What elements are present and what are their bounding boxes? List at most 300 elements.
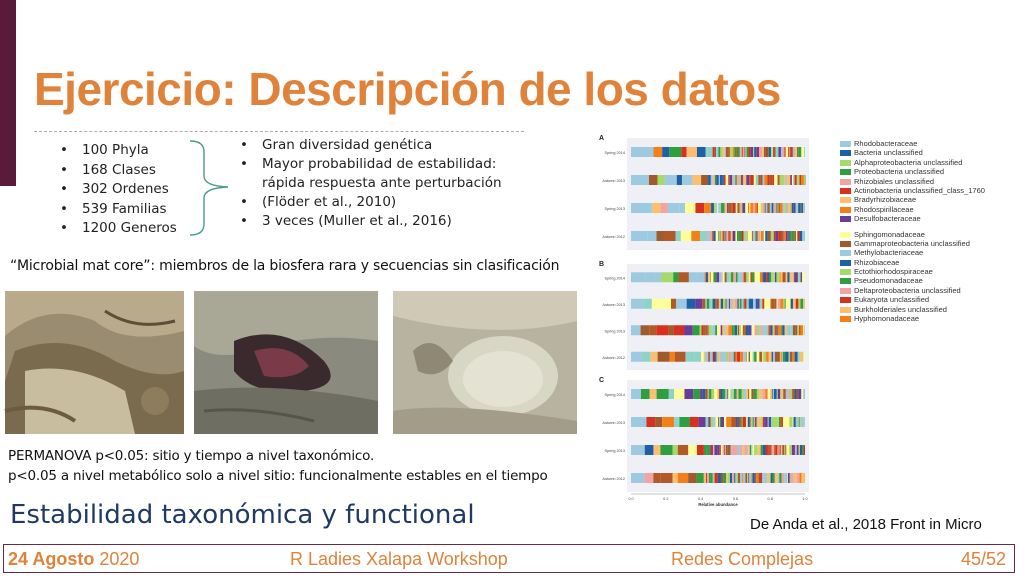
abundance-bar-segment xyxy=(751,231,752,241)
abundance-bar-segment xyxy=(735,175,736,185)
abundance-bar-segment xyxy=(788,389,790,399)
abundance-bar-segment xyxy=(737,473,738,483)
abundance-bar-segment xyxy=(779,417,780,427)
legend-entry xyxy=(840,195,985,204)
abundance-bar-segment xyxy=(775,147,778,157)
abundance-bar-segment xyxy=(774,175,777,185)
abundance-bar-segment xyxy=(775,352,777,362)
abundance-bar-segment xyxy=(723,147,725,157)
abundance-bar-segment xyxy=(669,147,681,157)
list-item: • (Flöder et al., 2010) xyxy=(236,193,502,212)
microbial-mat-core-text: “Microbial mat core”: miembros de la biosfera rara y secuencias sin clasificación xyxy=(10,258,560,274)
abundance-bar-segment xyxy=(775,231,778,241)
abundance-bar-segment xyxy=(750,352,753,362)
abundance-bar-segment xyxy=(756,473,759,483)
abundance-bar-segment xyxy=(704,445,706,455)
abundance-bar-segment xyxy=(716,299,719,309)
abundance-bar-segment xyxy=(724,445,725,455)
legend-label: Proteobacteria unclassified xyxy=(854,167,945,177)
abundance-bar-segment xyxy=(631,175,649,185)
abundance-bar-segment xyxy=(754,147,756,157)
abundance-bar-segment xyxy=(752,325,754,335)
abundance-bar-segment xyxy=(774,272,775,282)
abundance-bar-segment xyxy=(650,389,657,399)
abundance-bar-segment xyxy=(731,417,733,427)
abundance-bar-segment xyxy=(631,352,642,362)
abundance-bar-segment xyxy=(735,147,737,157)
abundance-bar-segment xyxy=(739,175,741,185)
abundance-bar-segment xyxy=(766,445,768,455)
abundance-bar-segment xyxy=(662,417,674,427)
abundance-bar-segment xyxy=(800,445,802,455)
abundance-bar-segment xyxy=(772,299,774,309)
abundance-bar-segment xyxy=(764,473,767,483)
abundance-bar-segment xyxy=(708,389,709,399)
abundance-bar-segment xyxy=(721,352,723,362)
abundance-bar-segment xyxy=(695,299,702,309)
legend-swatch xyxy=(840,307,851,313)
footer-page-number: 45/52 xyxy=(961,549,1007,569)
abundance-bar-segment xyxy=(777,299,778,309)
abundance-bar-segment xyxy=(641,389,650,399)
abundance-bar-segment xyxy=(790,272,793,282)
abundance-bar-segment xyxy=(726,352,728,362)
section-subtitle: Estabilidad taxonómica y functional xyxy=(10,500,475,530)
abundance-bar-segment xyxy=(733,147,735,157)
abundance-bar-segment xyxy=(718,417,719,427)
abundance-bar-segment xyxy=(713,272,716,282)
abundance-bar-segment xyxy=(721,231,723,241)
abundance-bar-segment xyxy=(792,389,794,399)
abundance-bar-segment xyxy=(788,352,789,362)
brace-arrow-icon xyxy=(188,138,232,238)
abundance-bar-segment xyxy=(674,417,679,427)
abundance-bar-segment xyxy=(757,352,760,362)
abundance-bar-segment xyxy=(778,231,781,241)
abundance-bar-segment xyxy=(761,445,763,455)
abundance-bar-segment xyxy=(711,445,713,455)
abundance-bar-segment xyxy=(771,231,774,241)
stats-line: PERMANOVA p<0.05: sitio y tiempo a nivel taxonómico. xyxy=(8,448,375,464)
abundance-bar-segment xyxy=(690,417,699,427)
abundance-bar-segment xyxy=(743,417,746,427)
abundance-bar-segment xyxy=(721,445,723,455)
abundance-bar-segment xyxy=(731,445,734,455)
abundance-bar-segment xyxy=(795,352,798,362)
abundance-bar-segment xyxy=(760,299,762,309)
abundance-bar-segment xyxy=(761,417,763,427)
abundance-bar-segment xyxy=(735,299,738,309)
abundance-bar-segment xyxy=(750,299,753,309)
abundance-bar-segment xyxy=(796,325,798,335)
abundance-bar-segment xyxy=(714,389,717,399)
abundance-bar-segment xyxy=(737,147,738,157)
abundance-bar-segment xyxy=(752,231,753,241)
abundance-bar-segment xyxy=(775,325,777,335)
abundance-bar-segment xyxy=(733,325,735,335)
abundance-bar-segment xyxy=(800,231,803,241)
abundance-bar-segment xyxy=(721,299,723,309)
abundance-bar-segment xyxy=(737,175,739,185)
abundance-bar-segment xyxy=(723,231,725,241)
row-label: Autumn 2013 xyxy=(602,179,625,183)
abundance-bar-segment xyxy=(737,231,739,241)
abundance-bar-segment xyxy=(747,147,749,157)
abundance-bar-segment xyxy=(763,352,766,362)
abundance-bar-segment xyxy=(781,325,782,335)
abundance-bar-segment xyxy=(765,325,768,335)
panel-label: A xyxy=(599,135,605,142)
abundance-bar-segment xyxy=(800,417,801,427)
abundance-bar-segment xyxy=(706,417,709,427)
abundance-bar-segment xyxy=(754,445,756,455)
abundance-bar-segment xyxy=(731,299,733,309)
abundance-bar-segment xyxy=(780,445,781,455)
abundance-bar-segment xyxy=(738,325,739,335)
abundance-bar-segment xyxy=(776,203,777,213)
abundance-bar-segment xyxy=(734,417,736,427)
abundance-bar-segment xyxy=(712,299,713,309)
abundance-bar-segment xyxy=(782,272,783,282)
abundance-bar-segment xyxy=(631,325,641,335)
abundance-bar-segment xyxy=(764,175,767,185)
abundance-bar-segment xyxy=(739,325,741,335)
abundance-bar-segment xyxy=(746,299,748,309)
abundance-bar-segment xyxy=(739,299,740,309)
abundance-bar-segment xyxy=(713,352,716,362)
abundance-bar-segment xyxy=(641,325,650,335)
abundance-bar-segment xyxy=(788,147,789,157)
abundance-bar-segment xyxy=(727,231,728,241)
abundance-bar-segment xyxy=(715,147,716,157)
abundance-bar-segment xyxy=(653,473,660,483)
abundance-bar-segment xyxy=(726,325,729,335)
abundance-bar-segment xyxy=(707,231,708,241)
abundance-bar-segment xyxy=(800,203,801,213)
abundance-bar-segment xyxy=(778,203,780,213)
abundance-bar-segment xyxy=(737,417,738,427)
abundance-bar-segment xyxy=(780,272,781,282)
abundance-bar-segment xyxy=(711,417,714,427)
abundance-bar-segment xyxy=(631,299,643,309)
abundance-bar-segment xyxy=(787,231,788,241)
abundance-bar-segment xyxy=(793,231,795,241)
abundance-bar-segment xyxy=(757,147,759,157)
abundance-bar-segment xyxy=(786,417,789,427)
abundance-bar-segment xyxy=(786,231,788,241)
abundance-bar-segment xyxy=(781,231,783,241)
abundance-bar-segment xyxy=(770,272,772,282)
abundance-bar-segment xyxy=(794,417,796,427)
abundance-bar-segment xyxy=(778,325,781,335)
abundance-bar-segment xyxy=(798,389,801,399)
abundance-bar-segment xyxy=(795,175,797,185)
abundance-bar-segment xyxy=(758,203,761,213)
abundance-bar-segment xyxy=(713,445,714,455)
abundance-bar-segment xyxy=(719,417,720,427)
abundance-bar-segment xyxy=(790,389,792,399)
abundance-bar-segment xyxy=(673,445,678,455)
abundance-bar-segment xyxy=(773,352,775,362)
x-tick-label: 1.0 xyxy=(802,497,808,501)
abundance-bar-segment xyxy=(722,325,724,335)
abundance-bar-segment xyxy=(801,203,803,213)
abundance-bar-segment xyxy=(761,299,762,309)
abundance-bar-segment xyxy=(726,147,729,157)
abundance-bar-segment xyxy=(715,325,717,335)
abundance-bar-segment xyxy=(767,203,770,213)
abundance-bar-segment xyxy=(702,299,705,309)
footer-year: 2020 xyxy=(94,549,140,569)
abundance-bar-segment xyxy=(771,473,773,483)
abundance-bar-segment xyxy=(803,389,805,399)
abundance-bar-segment xyxy=(732,175,733,185)
abundance-bar-segment xyxy=(744,175,746,185)
abundance-bar-segment xyxy=(668,203,680,213)
abundance-bar-segment xyxy=(780,175,782,185)
abundance-bar-segment xyxy=(790,352,791,362)
abundance-bar-segment xyxy=(755,325,758,335)
abundance-bar-segment xyxy=(789,445,792,455)
abundance-bar-segment xyxy=(660,445,672,455)
abundance-bar-segment xyxy=(786,272,788,282)
abundance-bar-segment xyxy=(754,175,756,185)
abundance-bar-segment xyxy=(725,147,726,157)
abundance-bar-segment xyxy=(723,473,726,483)
legend-swatch xyxy=(840,288,851,294)
abundance-bar-segment xyxy=(803,231,805,241)
footer-event: R Ladies Xalapa Workshop xyxy=(290,549,508,569)
abundance-bar-segment xyxy=(754,417,755,427)
abundance-bar-segment xyxy=(675,352,685,362)
abundance-bar-segment xyxy=(782,389,783,399)
abundance-bar-segment xyxy=(741,203,742,213)
abundance-bar-segment xyxy=(780,389,782,399)
abundance-bar-segment xyxy=(693,389,700,399)
abundance-bar-segment xyxy=(657,231,664,241)
abundance-bar-segment xyxy=(710,352,712,362)
abundance-bar-segment xyxy=(758,175,760,185)
panel-label: C xyxy=(599,377,605,384)
abundance-bar-segment xyxy=(761,203,763,213)
abundance-bar-segment xyxy=(720,325,721,335)
abundance-bar-segment xyxy=(742,445,744,455)
abundance-bar-segment xyxy=(763,203,765,213)
legend-swatch xyxy=(840,297,851,303)
abundance-bar-segment xyxy=(717,203,718,213)
abundance-bar-segment xyxy=(746,272,749,282)
abundance-bar-segment xyxy=(730,272,731,282)
abundance-bar-segment xyxy=(783,352,786,362)
abundance-bar-segment xyxy=(672,473,677,483)
abundance-bar-segment xyxy=(708,231,710,241)
abundance-bar-segment xyxy=(712,352,713,362)
abundance-bar-segment xyxy=(792,147,793,157)
abundance-bar-segment xyxy=(738,147,740,157)
abundance-bar-segment xyxy=(764,147,766,157)
abundance-bar-segment xyxy=(751,445,752,455)
abundance-bar-segment xyxy=(728,352,731,362)
abundance-bar-segment xyxy=(799,417,800,427)
abundance-bar-segment xyxy=(715,175,716,185)
legend-entry xyxy=(840,295,985,304)
abundance-bar-segment xyxy=(736,203,737,213)
abundance-bar-segment xyxy=(679,417,689,427)
abundance-bar-segment xyxy=(779,272,780,282)
abundance-bar-segment xyxy=(718,203,721,213)
legend-entry xyxy=(840,305,985,314)
abundance-bar-segment xyxy=(778,147,781,157)
abundance-bar-segment xyxy=(755,417,757,427)
abundance-bar-segment xyxy=(804,473,805,483)
abundance-bar-segment xyxy=(768,389,770,399)
abundance-bar-segment xyxy=(705,325,707,335)
abundance-bar-segment xyxy=(785,325,787,335)
abundance-bar-segment xyxy=(780,417,783,427)
abundance-bar-segment xyxy=(749,325,751,335)
row-label: Autumn 2013 xyxy=(602,302,625,307)
abundance-bar-segment xyxy=(794,272,795,282)
abundance-bar-segment xyxy=(781,299,784,309)
row-label: Spring 2014 xyxy=(604,276,625,281)
abundance-bar-segment xyxy=(653,147,662,157)
abundance-bar-segment xyxy=(705,299,706,309)
taxa-count-list xyxy=(56,141,177,239)
x-tick-label: 0.4 xyxy=(697,497,704,501)
abundance-bar-segment xyxy=(733,389,734,399)
abundance-bar-segment xyxy=(712,231,713,241)
abundance-bar-segment xyxy=(739,272,742,282)
row-label: Autumn 2013 xyxy=(602,421,625,425)
abundance-bar-segment xyxy=(756,147,757,157)
abundance-bar-segment xyxy=(707,299,710,309)
abundance-bar-segment xyxy=(801,473,804,483)
abundance-bar-segment xyxy=(717,325,720,335)
abundance-bar-segment xyxy=(760,175,762,185)
legend-label: Gammaproteobacteria unclassified xyxy=(854,238,970,248)
abundance-bar-segment xyxy=(726,299,727,309)
abundance-bar-segment xyxy=(652,203,661,213)
abundance-bar-segment xyxy=(796,203,797,213)
abundance-bar-segment xyxy=(759,325,760,335)
abundance-bar-segment xyxy=(726,175,728,185)
abundance-bar-segment xyxy=(721,203,723,213)
abundance-bar-segment xyxy=(735,231,737,241)
abundance-bar-segment xyxy=(773,147,776,157)
abundance-bar-segment xyxy=(745,473,747,483)
abundance-bar-segment xyxy=(769,445,772,455)
legend-entry xyxy=(840,248,985,257)
abundance-bar-segment xyxy=(742,417,743,427)
abundance-bar-segment xyxy=(793,325,796,335)
abundance-bar-segment xyxy=(757,445,758,455)
abundance-bar-segment xyxy=(777,175,778,185)
abundance-bar-segment xyxy=(750,417,751,427)
citation: De Anda et al., 2018 Front in Micro xyxy=(750,516,982,533)
abundance-bar-segment xyxy=(778,299,780,309)
abundance-bar-segment xyxy=(773,325,775,335)
abundance-bar-segment xyxy=(763,175,765,185)
abundance-bar-segment xyxy=(793,417,794,427)
abundance-bar-segment xyxy=(749,203,750,213)
list-item-continuation: rápida respuesta ante perturbación xyxy=(262,175,502,191)
abundance-bar-segment xyxy=(783,231,784,241)
panel-label: B xyxy=(599,261,605,268)
legend-entry xyxy=(840,148,985,157)
abundance-bar-segment xyxy=(782,473,785,483)
abundance-bar-segment xyxy=(754,389,757,399)
abundance-bar-segment xyxy=(701,175,708,185)
abundance-bar-segment xyxy=(733,203,736,213)
abundance-bar-segment xyxy=(776,272,778,282)
abundance-bar-segment xyxy=(771,299,772,309)
abundance-bar-segment xyxy=(728,445,731,455)
abundance-bar-segment xyxy=(788,473,789,483)
abundance-bar-segment xyxy=(685,203,695,213)
legend-swatch xyxy=(840,141,851,147)
abundance-bar-segment xyxy=(720,147,722,157)
abundance-bar-segment xyxy=(792,231,793,241)
abundance-bar-segment xyxy=(737,445,740,455)
abundance-bar-segment xyxy=(731,352,733,362)
abundance-bar-segment xyxy=(740,445,742,455)
abundance-bar-segment xyxy=(745,231,746,241)
abundance-bar-segment xyxy=(659,299,671,309)
abundance-bar-segment xyxy=(722,272,723,282)
abundance-bar-segment xyxy=(757,389,759,399)
abundance-bar-segment xyxy=(769,147,772,157)
abundance-bar-segment xyxy=(737,389,738,399)
abundance-bar-segment xyxy=(712,325,713,335)
abundance-bar-segment xyxy=(800,175,802,185)
abundance-bar-segment xyxy=(674,389,684,399)
abundance-bar-segment xyxy=(793,272,794,282)
abundance-bar-segment xyxy=(720,175,722,185)
abundance-bar-segment xyxy=(645,272,654,282)
abundance-bar-segment xyxy=(772,352,774,362)
abundance-bar-segment xyxy=(758,445,760,455)
abundance-bar-segment xyxy=(783,203,785,213)
abundance-bar-segment xyxy=(746,325,749,335)
abundance-bar-segment xyxy=(777,389,778,399)
abundance-bar-segment xyxy=(790,231,792,241)
abundance-bar-segment xyxy=(759,352,762,362)
abundance-bar-segment xyxy=(766,203,768,213)
abundance-bar-segment xyxy=(723,352,726,362)
abundance-bar-segment xyxy=(661,272,673,282)
abundance-bar-segment xyxy=(793,299,796,309)
abundance-bar-segment xyxy=(761,231,763,241)
legend-entry xyxy=(840,167,985,176)
abundance-bar-segment xyxy=(778,417,779,427)
abundance-bar-segment xyxy=(722,389,725,399)
abundance-bar-segment xyxy=(762,272,763,282)
abundance-bar-segment xyxy=(785,445,786,455)
abundance-bar-segment xyxy=(739,417,741,427)
abundance-bar-segment xyxy=(730,299,731,309)
abundance-bar-segment xyxy=(789,473,790,483)
abundance-bar-segment xyxy=(735,445,738,455)
abundance-bar-segment xyxy=(768,147,769,157)
abundance-bar-segment xyxy=(763,231,764,241)
abundance-bar-segment xyxy=(743,175,744,185)
abundance-bar-segment xyxy=(798,352,800,362)
slide-title: Ejercicio: Descripción de los datos xyxy=(34,63,781,115)
abundance-bar-segment xyxy=(778,389,781,399)
abundance-bar-segment xyxy=(722,175,724,185)
abundance-bar-segment xyxy=(772,175,774,185)
abundance-bar-segment xyxy=(652,299,659,309)
